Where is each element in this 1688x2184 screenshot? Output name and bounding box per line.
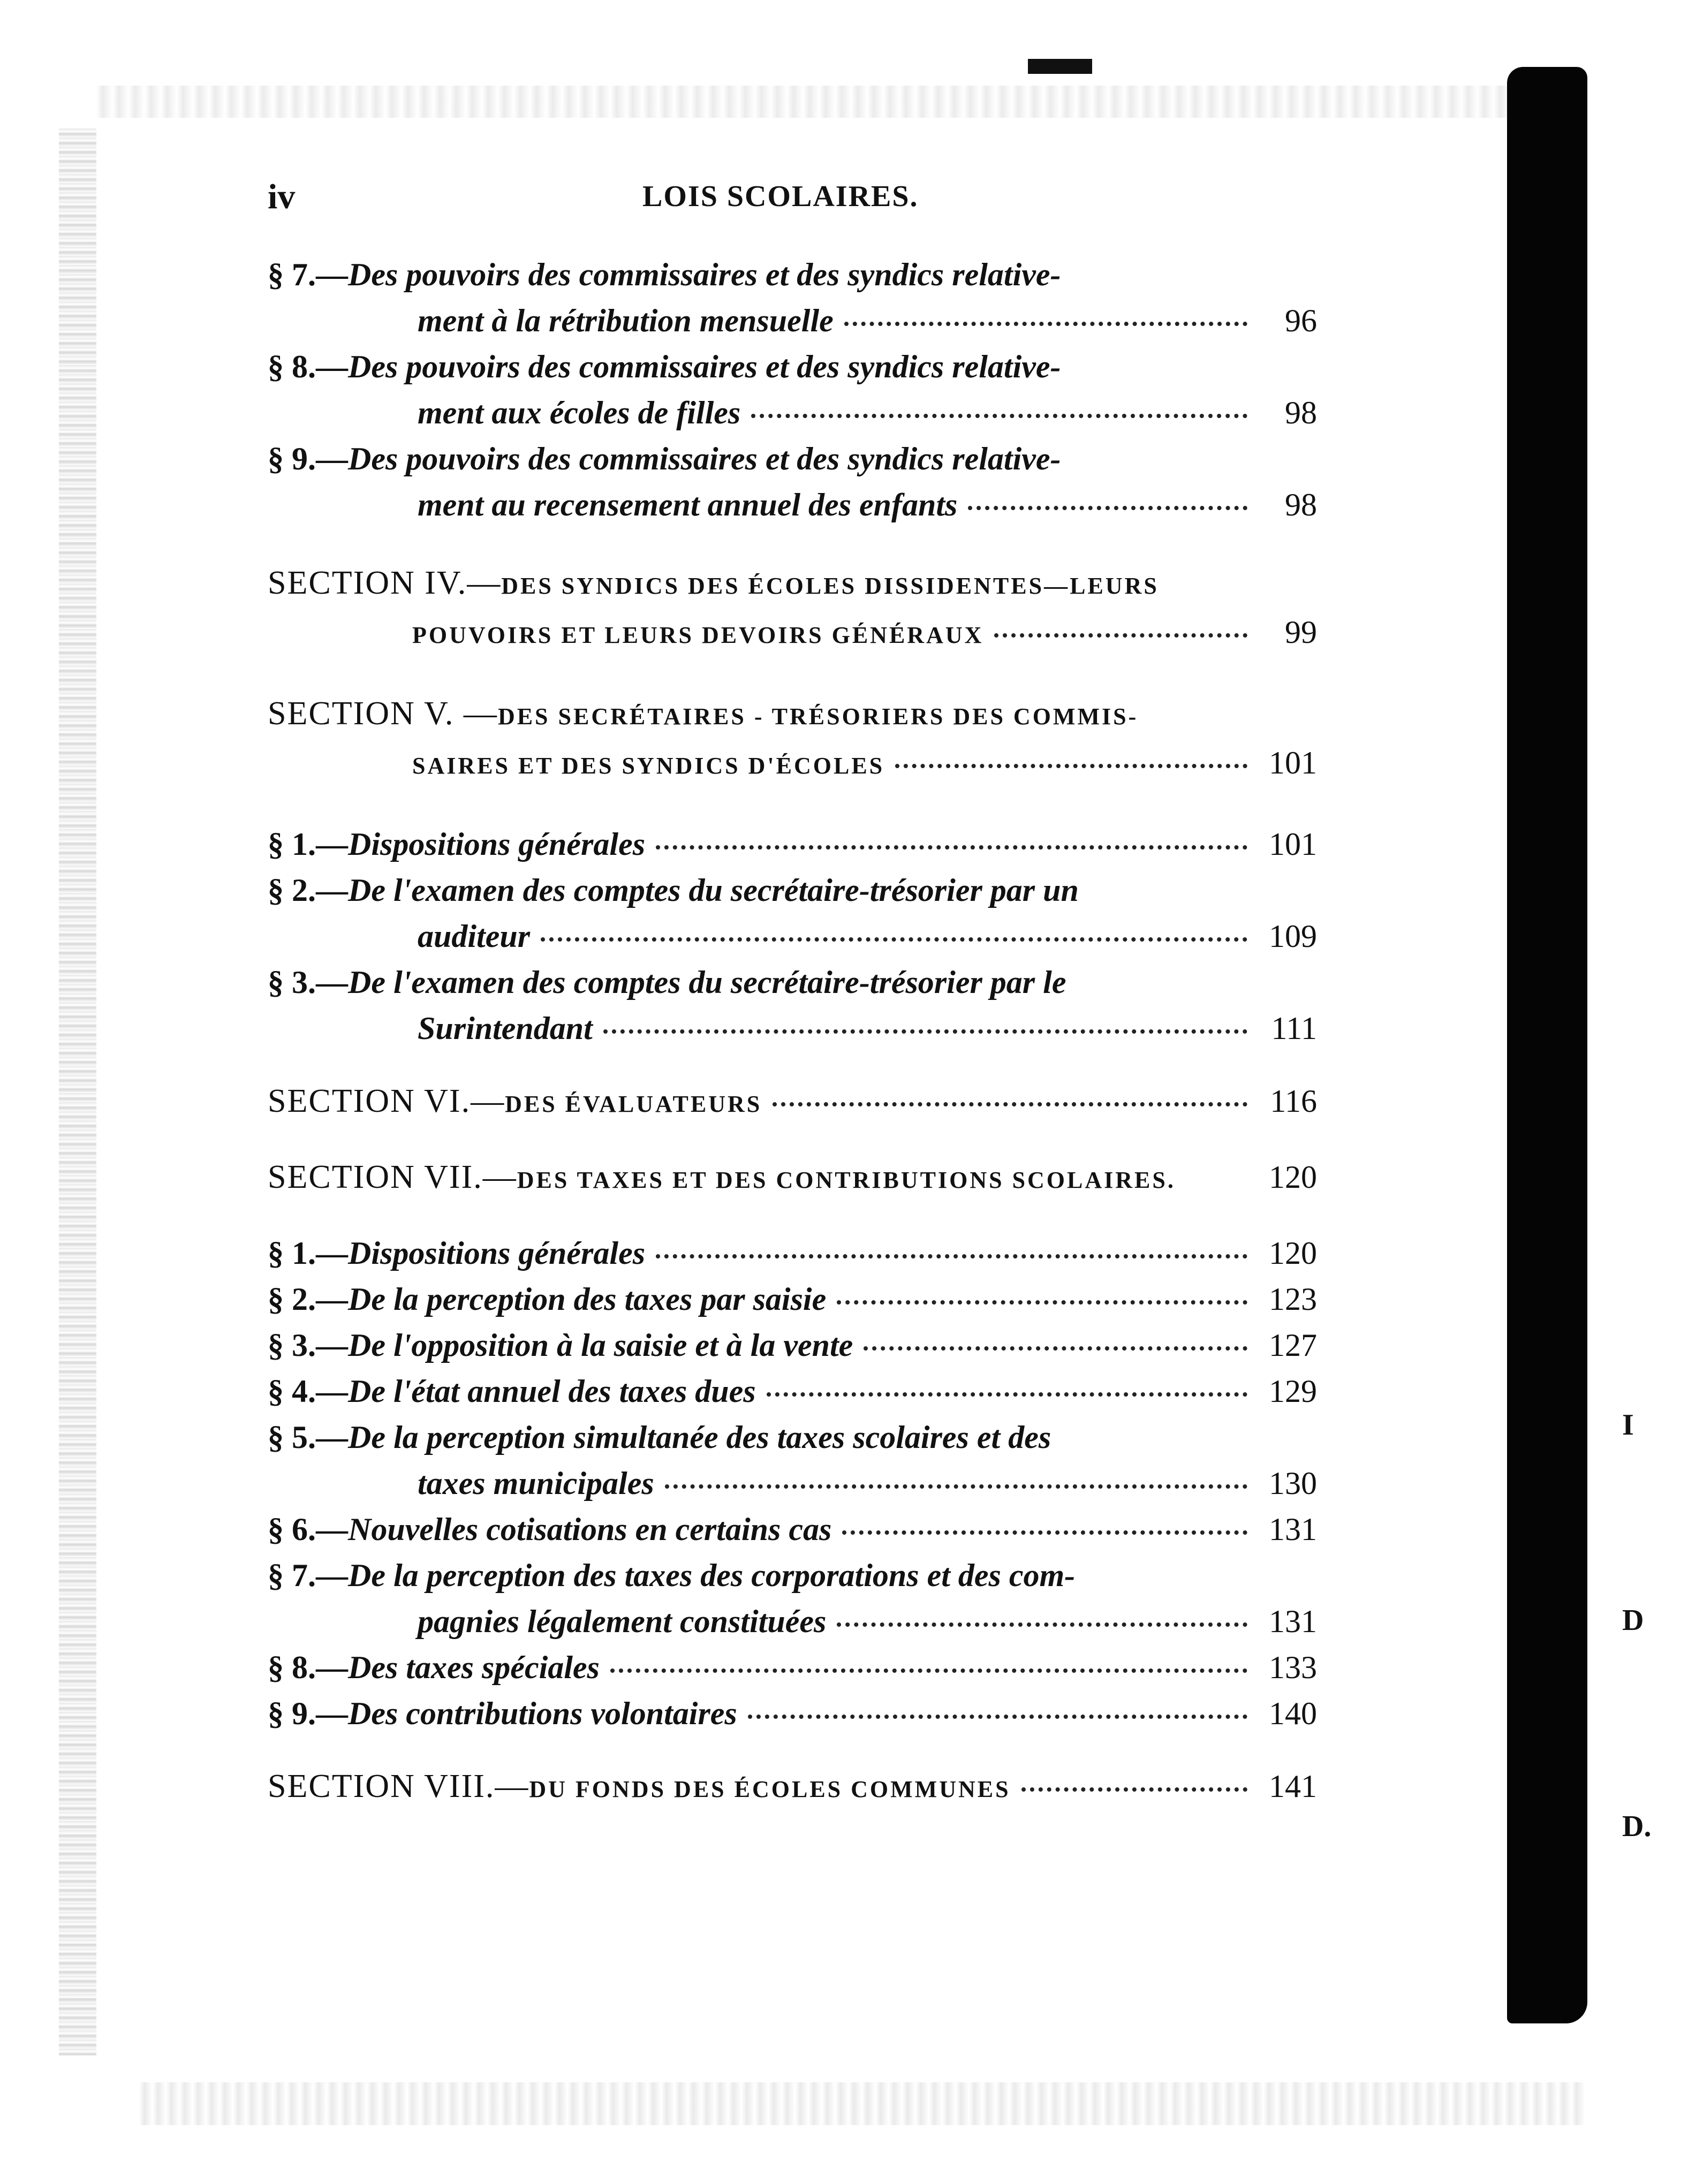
section-label: SECTION VII.— <box>268 1159 517 1195</box>
entry-number: § 3.— <box>268 1328 348 1363</box>
dot-leader <box>895 764 1247 768</box>
entry-page: 120 <box>1269 1159 1317 1195</box>
entry-title: Des pouvoirs des commissaires et des syndics relative- <box>348 441 1061 476</box>
entry-page: 101 <box>1269 745 1317 780</box>
dot-leader <box>767 1392 1247 1397</box>
entry-title-continuation: pagnies légalement constituées <box>418 1604 827 1639</box>
entry-title-continuation: auditeur <box>418 919 531 954</box>
toc-entry <box>268 1690 1317 1736</box>
entry-page: 98 <box>1285 395 1317 430</box>
section-label: SECTION IV.— <box>268 565 502 601</box>
dot-leader <box>751 414 1247 418</box>
toc-entry <box>268 436 1317 528</box>
toc-entry <box>268 867 1317 959</box>
dot-leader <box>656 1254 1247 1258</box>
entry-page: 141 <box>1269 1769 1317 1804</box>
entry-title: Des contributions volontaires <box>348 1696 737 1731</box>
entry-title: De l'examen des comptes du secrétaire-trésorier par le <box>348 965 1066 1000</box>
entry-page: 120 <box>1269 1235 1317 1271</box>
entry-number: § 1.— <box>268 826 348 862</box>
dot-leader <box>665 1484 1247 1489</box>
dot-leader <box>1021 1787 1247 1792</box>
toc-entry <box>268 1276 1317 1322</box>
dot-leader <box>837 1300 1247 1305</box>
entry-number: § 4.— <box>268 1374 348 1409</box>
running-title: LOIS SCOLAIRES. <box>642 180 919 213</box>
entry-page: 99 <box>1285 615 1317 650</box>
section-title-continuation: SAIRES ET DES SYNDICS D'ÉCOLES <box>412 753 885 779</box>
toc-entry <box>268 1322 1317 1368</box>
section-title: DES ÉVALUATEURS <box>505 1091 762 1117</box>
entry-page: 129 <box>1269 1374 1317 1409</box>
entry-page: 131 <box>1269 1604 1317 1639</box>
dot-leader <box>656 845 1247 850</box>
entry-page: 98 <box>1285 487 1317 522</box>
toc-entry <box>268 344 1317 436</box>
binding-strip <box>1507 67 1587 2023</box>
margin-letter-1: I <box>1622 1408 1634 1442</box>
entry-title: Des pouvoirs des commissaires et des syndics relative- <box>348 257 1061 292</box>
toc-entry <box>268 959 1317 1051</box>
toc-section-entry <box>268 1763 1317 1813</box>
spacer <box>1186 1178 1247 1182</box>
entry-title: De la perception des taxes par saisie <box>348 1281 827 1317</box>
entry-number: § 5.— <box>268 1420 348 1455</box>
entry-page: 130 <box>1269 1466 1317 1501</box>
dot-leader <box>748 1715 1247 1719</box>
entry-number: § 8.— <box>268 1650 348 1685</box>
dot-leader <box>864 1346 1247 1351</box>
entry-page: 111 <box>1271 1011 1317 1046</box>
section-label: SECTION VIII.— <box>268 1768 529 1804</box>
section-title: DES TAXES ET DES CONTRIBUTIONS SCOLAIRES. <box>517 1167 1176 1193</box>
page-top-edge-noise <box>96 86 1542 118</box>
toc-section-entry <box>268 1078 1317 1127</box>
dot-leader <box>994 633 1247 638</box>
entry-title: Dispositions générales <box>348 826 646 862</box>
entry-title-continuation: ment à la rétribution mensuelle <box>418 303 834 338</box>
entry-number: § 8.— <box>268 349 348 384</box>
entry-number: § 7.— <box>268 1558 348 1593</box>
toc-section-entry <box>268 1154 1317 1203</box>
toc-entry <box>268 1368 1317 1414</box>
entry-number: § 2.— <box>268 873 348 908</box>
dot-leader <box>844 322 1247 326</box>
entry-title: Des taxes spéciales <box>348 1650 600 1685</box>
entry-title: De l'examen des comptes du secrétaire-trésorier par un <box>348 873 1079 908</box>
entry-title-continuation: ment au recensement annuel des enfants <box>418 487 958 522</box>
entry-number: § 9.— <box>268 1696 348 1731</box>
margin-letter-2: D <box>1622 1604 1644 1637</box>
entry-number: § 2.— <box>268 1281 348 1317</box>
dot-leader <box>837 1622 1247 1627</box>
ink-mark <box>1028 59 1092 74</box>
dot-leader <box>968 506 1247 510</box>
section-title: DES SECRÉTAIRES - TRÉSORIERS DES COMMIS- <box>497 703 1139 730</box>
entry-title: De l'opposition à la saisie et à la vente <box>348 1328 853 1363</box>
entry-number: § 1.— <box>268 1235 348 1271</box>
entry-page: 131 <box>1269 1512 1317 1547</box>
entry-page: 101 <box>1269 826 1317 862</box>
entry-title: Dispositions générales <box>348 1235 646 1271</box>
entry-title: De l'état annuel des taxes dues <box>348 1374 756 1409</box>
page-header <box>268 177 1338 219</box>
entry-page: 133 <box>1269 1650 1317 1685</box>
entry-title-continuation: ment aux écoles de filles <box>418 395 741 430</box>
toc-entry <box>268 1230 1317 1276</box>
entry-title: Des pouvoirs des commissaires et des syndics relative- <box>348 349 1061 384</box>
toc-entry <box>268 821 1317 867</box>
toc-entry <box>268 252 1317 344</box>
section-label: SECTION V. — <box>268 695 498 732</box>
entry-page: 140 <box>1269 1696 1317 1731</box>
page-left-edge-noise <box>59 128 96 2056</box>
entry-title: De la perception simultanée des taxes scolaires et des <box>348 1420 1051 1455</box>
entry-number: § 7.— <box>268 257 348 292</box>
page-bottom-edge-noise <box>139 2082 1585 2125</box>
entry-title-continuation: Surintendant <box>418 1011 593 1046</box>
entry-page: 123 <box>1269 1281 1317 1317</box>
page-number: iv <box>268 177 296 216</box>
entry-title-continuation: taxes municipales <box>418 1466 654 1501</box>
toc-entry <box>268 1414 1317 1506</box>
toc-entry <box>268 1506 1317 1552</box>
entry-number: § 9.— <box>268 441 348 476</box>
entry-page: 96 <box>1285 303 1317 338</box>
toc-entry <box>268 1552 1317 1644</box>
entry-number: § 6.— <box>268 1512 348 1547</box>
entry-page: 127 <box>1269 1328 1317 1363</box>
section-title: DU FONDS DES ÉCOLES COMMUNES <box>529 1776 1011 1802</box>
dot-leader <box>842 1530 1247 1535</box>
section-title-continuation: POUVOIRS ET LEURS DEVOIRS GÉNÉRAUX <box>412 622 984 648</box>
dot-leader <box>610 1669 1247 1673</box>
section-label: SECTION VI.— <box>268 1083 505 1119</box>
entry-page: 109 <box>1269 919 1317 954</box>
toc-section-entry <box>268 560 1317 658</box>
entry-title: Nouvelles cotisations en certains cas <box>348 1512 832 1547</box>
dot-leader <box>541 937 1247 942</box>
margin-letter-3: D. <box>1622 1810 1652 1843</box>
dot-leader <box>603 1029 1247 1034</box>
entry-page: 116 <box>1270 1083 1317 1119</box>
section-title: DES SYNDICS DES ÉCOLES DISSIDENTES—LEURS <box>501 573 1159 599</box>
entry-number: § 3.— <box>268 965 348 1000</box>
toc-section-entry <box>268 691 1317 789</box>
dot-leader <box>773 1102 1247 1106</box>
entry-title: De la perception des taxes des corporations et des com- <box>348 1558 1076 1593</box>
table-of-contents <box>268 252 1317 1813</box>
toc-entry <box>268 1644 1317 1690</box>
